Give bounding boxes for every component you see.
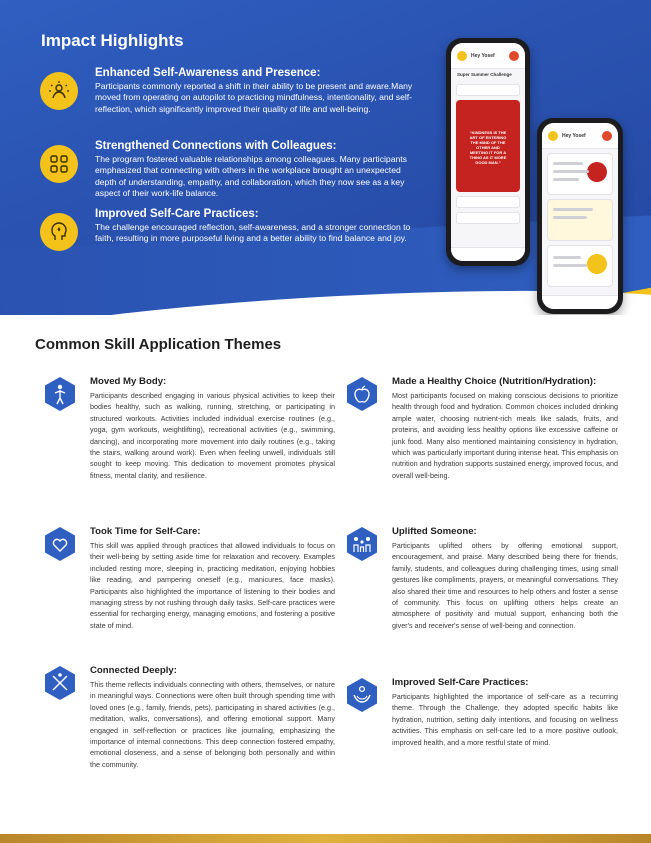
highlight-heading: Enhanced Self-Awareness and Presence: (95, 67, 321, 79)
quote-text: “KINDNESS IS THE ART OF ENTERING THE MIND OF THE OTHER AND MEETING IT FOR A THING AS IT MORE GOOD MAN.” (469, 130, 507, 165)
challenge-title: Super Summer Challenge (457, 72, 512, 77)
phone-screen (451, 43, 525, 261)
app-tab-bar (542, 295, 618, 309)
badge-icon (602, 131, 612, 141)
theme-heading: Made a Healthy Choice (Nutrition/Hydration): (392, 376, 597, 387)
greeting-text: Hey Yosef (562, 132, 586, 139)
phone-mockup-front (537, 118, 623, 314)
greeting-text: Hey Yosef (471, 52, 495, 59)
theme-heading: Uplifted Someone: (392, 526, 477, 537)
theme-body: Participants highlighted the importance of self-care as a recurring theme. Through the Challenge, they adopted specific habits like hydration, nutrition, setting daily intentions, and focusing on wellness activities. This emphasis on self-care led to a more positive outlook, improved health, and a more restful state of mind. (392, 692, 618, 747)
theme-item (90, 376, 335, 481)
highlight-body: The program fostered valuable relationships among colleagues. Many participants emphasized that connecting with others in the workplace brought an unexpected depth of understanding, empathy, and collaboration, which they now see as a key aspect of their work-life balance. (95, 154, 407, 199)
highlight-heading: Improved Self-Care Practices: (95, 208, 259, 220)
highlight-body: The challenge encouraged reflection, self-awareness, and a stronger connection to faith, resulting in more purposeful living and a better ability to find balance and joy. (95, 222, 411, 244)
apple-icon (344, 376, 380, 412)
theme-item (392, 677, 618, 748)
heart-hand-icon (42, 526, 78, 562)
footer-gold-bar (0, 834, 651, 843)
theme-heading: Connected Deeply: (90, 665, 177, 676)
list-item (547, 199, 613, 241)
phone-screen (542, 123, 618, 309)
list-item (547, 245, 613, 287)
theme-body: Most participants focused on making conscious decisions to prioritize health through food and hydration. Common choices included drinking ample water, choosing nutrient-rich meals like salads, fruits, and proteins, and avoiding less healthy options like excessive caffeine or junk food. Many also mentioned maintaining consistency in hydration, which was particularly important during intense heat. This emphasis on nutrition and hydration supports sustained energy, improved focus, and overall well-being. (392, 391, 618, 480)
theme-heading: Took Time for Self-Care: (90, 526, 201, 537)
theme-body: Participants described engaging in various physical activities to keep their bodies healthy, such as walking, running, stretching, or participating in structured workouts. Activities included individual exercise routines (e.g., yoga, gym workouts, weightlifting), recreational activities (e.g., swimming, dancing), and incorporating more movement into daily routines (e.g., taking the stairs, walking around work). Even when feeling unwell, individuals still sought to keep moving. This dedication to movement promotes physical fitness, mental clarity, and resilience. (90, 391, 335, 480)
impact-highlights-title: Impact Highlights (41, 31, 184, 50)
connected-hands-icon (40, 145, 78, 183)
family-group-icon (344, 526, 380, 562)
avatar (457, 51, 467, 61)
impact-highlights-banner (0, 0, 651, 315)
badge-icon (509, 51, 519, 61)
theme-item (90, 665, 335, 770)
theme-item (90, 526, 335, 631)
badge-icon (587, 254, 607, 274)
list-item (456, 196, 520, 208)
theme-heading: Improved Self-Care Practices: (392, 677, 529, 688)
badge-icon (587, 162, 607, 182)
theme-body: This skill was applied through practices that allowed individuals to focus on their well-being by setting aside time for relaxation and recovery. Examples included resting more, sleeping in, practicing meditation, enjoying hobbies like reading, and pampering oneself (e.g., manicures, face masks). Participants also highlighted the importance of listening to their bodies and managing stress by not rushing through daily tasks. Self-care practices were essential for recharging energy, managing emotions, and fostering a positive state of mind. (90, 541, 335, 630)
self-care-head-icon (40, 213, 78, 251)
list-item (456, 212, 520, 224)
app-header (451, 43, 525, 69)
list-item (456, 84, 520, 96)
quote-card (456, 100, 520, 192)
crossed-people-icon (42, 665, 78, 701)
themes-title: Common Skill Application Themes (35, 336, 282, 353)
highlight-body: Participants commonly reported a shift in their ability to be present and aware.Many moved from operating on autopilot to practicing mindfulness, intentionality, and self-reflection, which significantly improved their quality of life and well-being. (95, 81, 413, 114)
theme-heading: Moved My Body: (90, 376, 167, 387)
app-tab-bar (451, 247, 525, 261)
self-care-hands-icon (344, 677, 380, 713)
phone-mockup-back (446, 38, 530, 266)
movement-figure-icon (42, 376, 78, 412)
highlight-item (40, 66, 420, 115)
theme-item (392, 376, 618, 481)
theme-body: This theme reflects individuals connecting with others, themselves, or nature in meaningful ways. Connections were often built through spending time with loved ones (e.g., family, friends, pets), participating in shared activities (e.g., meditation, walks, conversations), and offering emotional support. Many engaged in self-reflection or practices like journaling, emphasizing the importance of internal connections. This deep connection fostered empathy, emotional closeness, and a sense of belonging both personally and within the community. (90, 680, 335, 769)
avatar (548, 131, 558, 141)
highlight-heading: Strengthened Connections with Colleagues: (95, 140, 337, 152)
theme-item (392, 526, 618, 631)
theme-body: Participants uplifted others by offering emotional support, encouragement, and praise. Many described being there for friends, family, students, and colleagues during challenging times, using small gestures like compliments, prayers, or meaningful conversations. They also shared their time and resources to help others and foster a sense of community. This focus on uplifting others helps create an atmosphere of positivity and mutual support, enhancing both the giver's and receiver's sense of well-being and connection. (392, 541, 618, 630)
highlight-item (40, 139, 420, 200)
highlight-item (40, 207, 420, 245)
app-header (542, 123, 618, 149)
sunrise-person-icon (40, 72, 78, 110)
list-item (547, 153, 613, 195)
